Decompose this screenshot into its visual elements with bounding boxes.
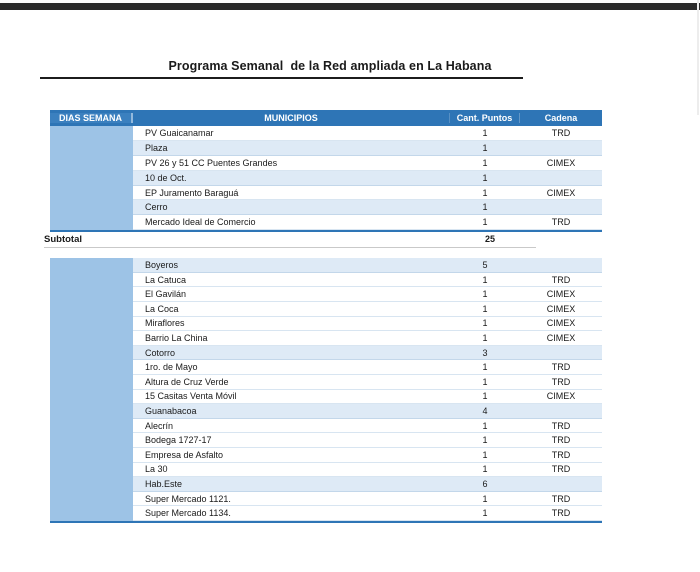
municipality-group-row bbox=[50, 258, 602, 273]
dias-semana-cell bbox=[50, 346, 133, 361]
dias-semana-cell bbox=[50, 273, 133, 288]
puntos-cell: 1 bbox=[482, 217, 488, 228]
table-row bbox=[50, 375, 602, 390]
puntos-cell: 1 bbox=[482, 435, 488, 446]
table-row bbox=[50, 317, 602, 332]
municipio-cell: Barrio La China bbox=[145, 333, 208, 343]
municipio-cell: Miraflores bbox=[145, 318, 185, 329]
municipio-cell: Cotorro bbox=[145, 347, 176, 358]
row-cells bbox=[133, 463, 602, 478]
municipality-group-row bbox=[50, 404, 602, 419]
puntos-cell: 1 bbox=[482, 142, 488, 153]
cadena-cell: TRD bbox=[551, 362, 571, 373]
municipio-cell: PV 26 y 51 CC Puentes Grandes bbox=[145, 157, 278, 168]
row-cells bbox=[133, 433, 602, 448]
table-row bbox=[50, 419, 602, 434]
dias-semana-cell bbox=[50, 360, 133, 375]
row-cells bbox=[133, 215, 602, 230]
dias-semana-cell bbox=[50, 492, 133, 507]
row-cells bbox=[133, 126, 602, 141]
puntos-cell: 4 bbox=[482, 405, 488, 416]
dias-semana-cell bbox=[50, 390, 133, 405]
cadena-cell: CIMEX bbox=[546, 289, 576, 300]
header-cadena: Cadena bbox=[544, 113, 578, 123]
subtotal-value: 25 bbox=[484, 234, 495, 245]
municipio-cell: El Gavilán bbox=[145, 289, 187, 300]
dias-semana-cell bbox=[50, 302, 133, 317]
municipio-cell: Plaza bbox=[145, 142, 168, 153]
table-row bbox=[50, 448, 602, 463]
dias-semana-cell bbox=[50, 141, 133, 156]
municipio-cell: EP Juramento Baraguá bbox=[145, 187, 239, 198]
puntos-cell: 1 bbox=[482, 464, 488, 475]
program-table bbox=[44, 110, 602, 523]
row-cells bbox=[133, 171, 602, 186]
cadena-cell: TRD bbox=[551, 420, 571, 431]
table-row bbox=[50, 360, 602, 375]
puntos-cell: 1 bbox=[482, 318, 488, 329]
cadena-cell: CIMEX bbox=[546, 333, 576, 343]
top-border-bar bbox=[0, 3, 700, 10]
municipality-group-row bbox=[50, 477, 602, 492]
dias-semana-cell bbox=[50, 200, 133, 215]
puntos-cell: 1 bbox=[482, 333, 488, 343]
municipality-group-row bbox=[50, 171, 602, 186]
cadena-cell: TRD bbox=[551, 376, 571, 387]
municipio-cell: Empresa de Asfalto bbox=[145, 449, 224, 460]
cadena-cell: CIMEX bbox=[546, 318, 576, 329]
dias-semana-cell bbox=[50, 215, 133, 230]
table-row bbox=[50, 331, 602, 346]
puntos-cell: 1 bbox=[482, 187, 488, 198]
cadena-cell: TRD bbox=[551, 464, 571, 475]
puntos-cell: 1 bbox=[482, 391, 488, 402]
dias-semana-cell bbox=[50, 126, 133, 141]
subtotal-underline bbox=[44, 247, 536, 248]
table-row bbox=[50, 126, 602, 141]
dias-semana-cell bbox=[50, 506, 133, 521]
row-cells bbox=[133, 186, 602, 201]
dias-semana-cell bbox=[50, 419, 133, 434]
row-cells bbox=[133, 419, 602, 434]
table-row bbox=[50, 506, 602, 521]
right-edge-line bbox=[697, 0, 699, 115]
subtotal-row bbox=[44, 232, 602, 248]
municipio-cell: Bodega 1727-17 bbox=[145, 435, 212, 446]
dias-semana-cell bbox=[50, 463, 133, 478]
municipio-cell: 15 Casitas Venta Móvil bbox=[145, 391, 237, 402]
puntos-cell: 1 bbox=[482, 172, 488, 183]
row-cells bbox=[133, 448, 602, 463]
municipio-cell: Guanabacoa bbox=[145, 405, 197, 416]
row-cells bbox=[133, 506, 602, 521]
block-spacer bbox=[50, 248, 602, 258]
puntos-cell: 1 bbox=[482, 274, 488, 285]
municipio-cell: Cerro bbox=[145, 202, 168, 213]
cadena-cell: TRD bbox=[551, 127, 571, 138]
table-row bbox=[50, 287, 602, 302]
municipio-cell: Mercado Ideal de Comercio bbox=[145, 217, 256, 228]
row-cells bbox=[133, 317, 602, 332]
table-row bbox=[50, 186, 602, 201]
row-cells bbox=[133, 404, 602, 419]
puntos-cell: 6 bbox=[482, 478, 488, 489]
cadena-cell: TRD bbox=[551, 274, 571, 285]
dias-semana-cell bbox=[50, 448, 133, 463]
municipio-cell: Boyeros bbox=[145, 260, 179, 271]
table-row bbox=[50, 156, 602, 171]
row-cells bbox=[133, 360, 602, 375]
puntos-cell: 5 bbox=[482, 260, 488, 271]
municipality-group-row bbox=[50, 346, 602, 361]
row-cells bbox=[133, 477, 602, 492]
municipio-cell: La 30 bbox=[145, 464, 168, 475]
cadena-cell: TRD bbox=[551, 449, 571, 460]
row-cells bbox=[133, 156, 602, 171]
puntos-cell: 1 bbox=[482, 508, 488, 519]
puntos-cell: 1 bbox=[482, 202, 488, 213]
puntos-cell: 3 bbox=[482, 347, 488, 358]
table-row bbox=[50, 273, 602, 288]
table-row bbox=[50, 390, 602, 405]
municipio-cell: Hab.Este bbox=[145, 478, 183, 489]
header-municipios: MUNICIPIOS bbox=[133, 113, 450, 123]
cadena-cell: TRD bbox=[551, 217, 571, 228]
title-underline bbox=[40, 77, 523, 79]
puntos-cell: 1 bbox=[482, 289, 488, 300]
dias-semana-cell bbox=[50, 331, 133, 346]
dias-semana-cell bbox=[50, 477, 133, 492]
municipio-cell: Altura de Cruz Verde bbox=[145, 376, 229, 387]
puntos-cell: 1 bbox=[482, 449, 488, 460]
cadena-cell: CIMEX bbox=[546, 187, 576, 198]
puntos-cell: 1 bbox=[482, 493, 488, 504]
row-cells bbox=[133, 375, 602, 390]
row-cells bbox=[133, 331, 602, 346]
dias-semana-cell bbox=[50, 258, 133, 273]
dias-semana-cell bbox=[50, 404, 133, 419]
cadena-cell: TRD bbox=[551, 508, 571, 519]
row-cells bbox=[133, 287, 602, 302]
municipio-cell: 1ro. de Mayo bbox=[145, 362, 198, 373]
header-cant-puntos: Cant. Puntos bbox=[450, 113, 520, 123]
dias-semana-cell bbox=[50, 317, 133, 332]
row-cells bbox=[133, 200, 602, 215]
cadena-cell: CIMEX bbox=[546, 303, 576, 314]
table-block-2 bbox=[50, 258, 602, 523]
table-row bbox=[50, 492, 602, 507]
table-block-1 bbox=[50, 126, 602, 232]
cadena-cell: CIMEX bbox=[546, 157, 576, 168]
puntos-cell: 1 bbox=[482, 376, 488, 387]
table-row bbox=[50, 433, 602, 448]
municipality-group-row bbox=[50, 141, 602, 156]
row-cells bbox=[133, 141, 602, 156]
row-cells bbox=[133, 492, 602, 507]
municipio-cell: 10 de Oct. bbox=[145, 172, 187, 183]
page-title: Programa Semanal de la Red ampliada en La Habana bbox=[168, 59, 492, 73]
puntos-cell: 1 bbox=[482, 127, 488, 138]
subtotal-label: Subtotal bbox=[44, 234, 82, 246]
dias-semana-cell bbox=[50, 433, 133, 448]
dias-semana-cell bbox=[50, 156, 133, 171]
table-row bbox=[50, 215, 602, 230]
row-cells bbox=[133, 273, 602, 288]
municipio-cell: La Catuca bbox=[145, 274, 187, 285]
cadena-cell: CIMEX bbox=[546, 391, 576, 402]
table-row bbox=[50, 463, 602, 478]
row-cells bbox=[133, 346, 602, 361]
cadena-cell: TRD bbox=[551, 435, 571, 446]
dias-semana-cell bbox=[50, 287, 133, 302]
municipio-cell: PV Guaicanamar bbox=[145, 127, 214, 138]
table-header-row bbox=[50, 110, 602, 126]
dias-semana-cell bbox=[50, 375, 133, 390]
puntos-cell: 1 bbox=[482, 303, 488, 314]
puntos-cell: 1 bbox=[482, 362, 488, 373]
dias-semana-cell bbox=[50, 186, 133, 201]
municipality-group-row bbox=[50, 200, 602, 215]
row-cells bbox=[133, 302, 602, 317]
dias-semana-cell bbox=[50, 171, 133, 186]
table-row bbox=[50, 302, 602, 317]
cadena-cell: TRD bbox=[551, 493, 571, 504]
header-dias-semana: DIAS SEMANA bbox=[50, 113, 133, 123]
puntos-cell: 1 bbox=[482, 420, 488, 431]
puntos-cell: 1 bbox=[482, 157, 488, 168]
municipio-cell: Alecrín bbox=[145, 420, 174, 431]
municipio-cell: Super Mercado 1134. bbox=[145, 508, 231, 519]
row-cells bbox=[133, 258, 602, 273]
municipio-cell: Super Mercado 1121. bbox=[145, 493, 231, 504]
row-cells bbox=[133, 390, 602, 405]
municipio-cell: La Coca bbox=[145, 303, 179, 314]
